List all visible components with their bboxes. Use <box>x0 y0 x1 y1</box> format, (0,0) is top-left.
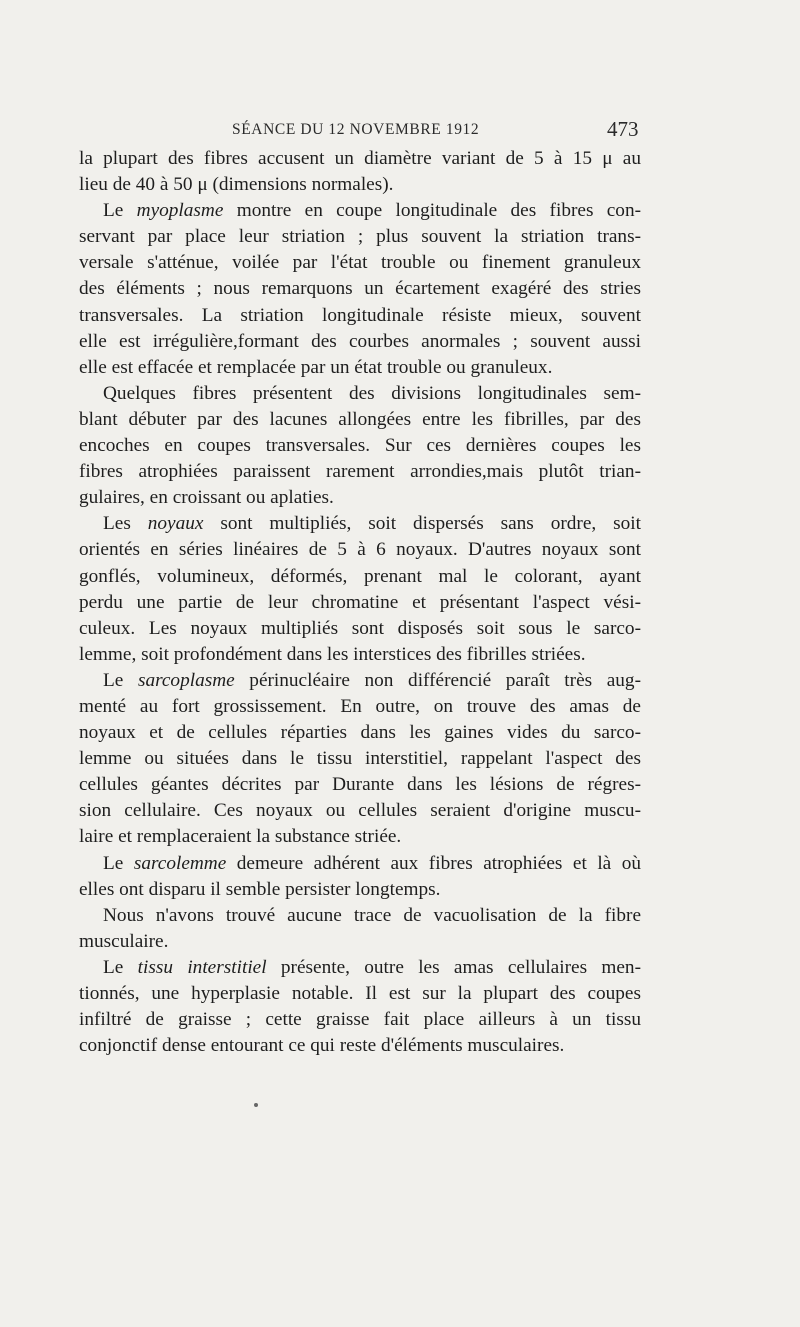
text-line: la plupart des fibres accusent un diamètre variant de 5 à 15 μ au <box>79 148 641 169</box>
line-text: sont multipliés, soit dispersés sans ordre, soit <box>203 513 641 535</box>
italic-term: tissu interstitiel <box>137 956 267 978</box>
text-line: lieu de 40 à 50 μ (dimensions normales). <box>79 174 394 196</box>
text-line: blant débuter par des lacunes allongées entre les fibrilles, par des <box>79 408 641 430</box>
text-line <box>79 955 641 981</box>
text-line: fibres atrophiées paraissent rarement arrondies,mais plutôt trian- <box>79 461 641 483</box>
line-text: Le <box>103 200 137 222</box>
line-text: Les <box>103 513 148 535</box>
text-line: lemme, soit profondément dans les interstices des fibrilles striées. <box>79 643 586 665</box>
italic-term: myoplasme <box>136 200 224 222</box>
text-line: musculaire. <box>79 930 169 952</box>
text-line: des éléments ; nous remarquons un écartement exagéré des stries <box>79 278 641 300</box>
text-line: transversales. La striation longitudinale résiste mieux, souvent <box>79 304 641 326</box>
paragraph <box>79 511 641 668</box>
paragraph <box>79 903 641 955</box>
text-line: noyaux et de cellules réparties dans les gaines vides du sarco- <box>79 722 641 744</box>
italic-term: noyaux <box>147 513 204 535</box>
text-line: servant par place leur striation ; plus souvent la striation trans- <box>79 226 641 248</box>
paragraph <box>79 146 641 198</box>
text-line: infiltré de graisse ; cette graisse fait place ailleurs à un tissu <box>79 1009 641 1031</box>
line-text: Le <box>103 956 138 978</box>
text-line: culeux. Les noyaux multipliés sont disposés soit sous le sarco- <box>79 617 641 639</box>
text-line <box>79 511 641 537</box>
text-line <box>79 668 641 694</box>
text-line: elle est effacée et remplacée par un état trouble ou granuleux. <box>79 356 553 378</box>
text-line: cellules géantes décrites par Durante dans les lésions de régres- <box>79 774 641 796</box>
text-line: lemme ou situées dans le tissu interstitiel, rappelant l'aspect des <box>79 748 641 770</box>
text-line: elles ont disparu il semble persister longtemps. <box>79 878 441 900</box>
text-line: conjonctif dense entourant ce qui reste d'éléments musculaires. <box>79 1035 565 1057</box>
paragraph <box>79 851 641 903</box>
text-line: Quelques fibres présentent des divisions longitudinales sem- <box>103 382 641 404</box>
italic-term: sarcolemme <box>133 852 227 874</box>
text-line: versale s'atténue, voilée par l'état trouble ou finement granuleux <box>79 252 641 274</box>
text-line: laire et remplaceraient la substance striée. <box>79 826 402 848</box>
text-line <box>79 198 641 224</box>
text-line <box>79 851 641 877</box>
text-line: gonflés, volumineux, déformés, prenant mal le colorant, ayant <box>79 565 641 587</box>
line-text: Le <box>103 669 138 691</box>
running-head-title: SÉANCE DU 12 NOVEMBRE 1912 <box>232 121 480 138</box>
paragraph <box>79 955 641 1059</box>
page-number: 473 <box>607 117 639 141</box>
line-text: montre en coupe longitudinale des fibres con- <box>223 200 642 222</box>
paragraph <box>79 668 641 851</box>
line-text: Le <box>103 852 134 874</box>
body-text <box>79 146 641 1059</box>
text-line: Nous n'avons trouvé aucune trace de vacuolisation de la fibre <box>103 904 641 926</box>
text-line: encoches en coupes transversales. Sur ces dernières coupes les <box>79 435 641 457</box>
text-line: menté au fort grossissement. En outre, on trouve des amas de <box>79 695 641 717</box>
paragraph <box>79 198 641 381</box>
text-line: orientés en séries linéaires de 5 à 6 noyaux. D'autres noyaux sont <box>79 539 641 561</box>
text-line: elle est irrégulière,formant des courbes anormales ; souvent aussi <box>79 330 641 352</box>
text-line: sion cellulaire. Ces noyaux ou cellules seraient d'origine muscu- <box>79 800 641 822</box>
line-text: demeure adhérent aux fibres atrophiées et là où <box>226 852 641 874</box>
line-text: périnucléaire non différencié paraît très aug- <box>234 669 641 691</box>
ink-speck <box>254 1103 258 1107</box>
italic-term: sarcoplasme <box>137 669 235 691</box>
text-line: gulaires, en croissant ou aplaties. <box>79 487 334 509</box>
text-line: tionnés, une hyperplasie notable. Il est sur la plupart des coupes <box>79 983 641 1004</box>
paragraph <box>79 381 641 511</box>
line-text: présente, outre les amas cellulaires men- <box>266 956 641 978</box>
text-line: perdu une partie de leur chromatine et présentant l'aspect vési- <box>79 591 641 613</box>
running-head <box>0 117 800 143</box>
